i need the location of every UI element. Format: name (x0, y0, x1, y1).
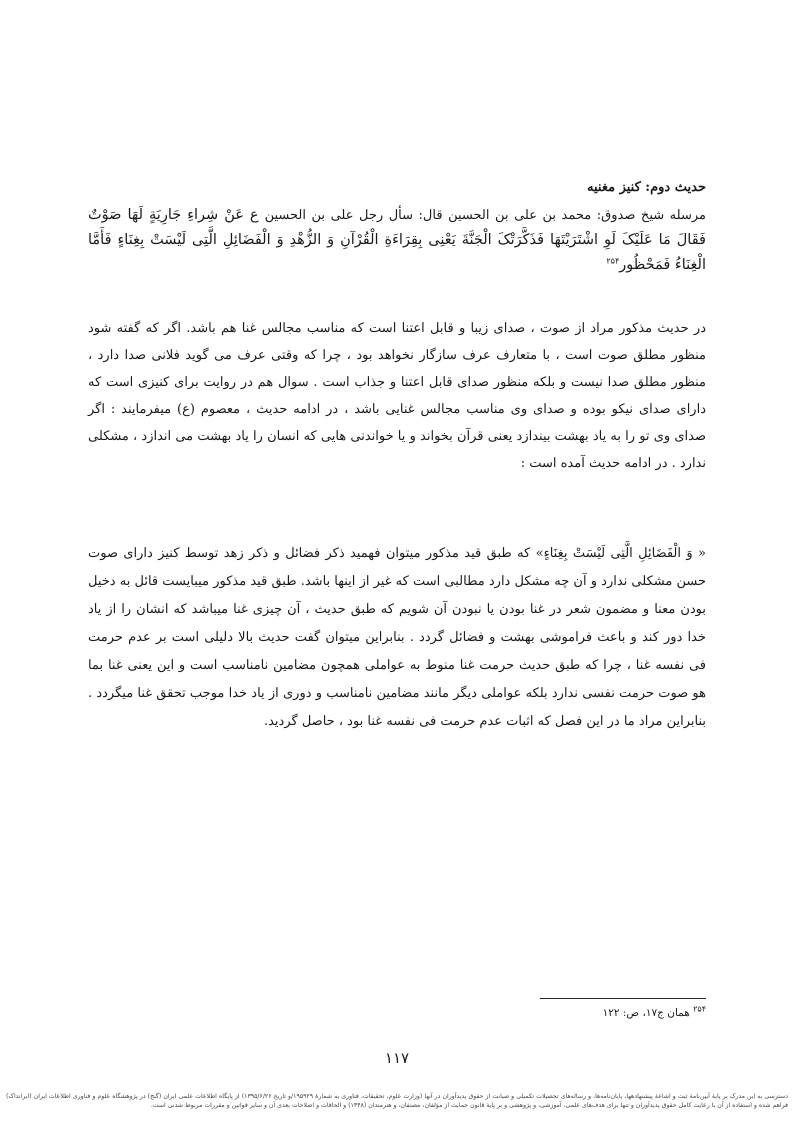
hadith-paragraph (88, 203, 706, 278)
hadith-intro: مرسله شیخ صدوق: محمد بن علی بن الحسین قال: سأل رجل علی بن الحسین (264, 208, 706, 223)
body-paragraph-1: در حدیث مذکور مراد از صوت ، صدای زیبا و قابل اعتنا است که مناسب مجالس غنا هم باشد. اگر که گفته شود منظور مطلق صوت است ، با متعارف عرف سازگار نخواهد بود ، چرا که وقتی عرف می گوید فلانی صدا دارد ، منظور مطلق صدا نیست و بلکه منظور صدای قابل اعتنا و جذاب است . سوال هم در روایت برای کنیزی است که دارای صدای نیکو بوده و صدای وی مناسب مجالس غنایی باشد ، در ادامه حدیث ، معصوم (ع) میفرمایند : اگر صدای وی تو را به یاد بهشت بیندازد یعنی قرآن بخواند و یا خواندنی هایی که انسان را یاد بهشت می اندازد ، مشکلی ندارد . در ادامه حدیث آمده است : (88, 321, 706, 471)
quoted-phrase: « وَ الْفَضَائِلِ الَّتِی لَیْسَتْ بِغِنَاءٍ» (535, 546, 706, 561)
paragraph-2-text: که طبق قید مذکور میتوان فهمید ذکر فضائل و ذکر زهد توسط کنیز دارای صوت حسن مشکلی ندارد و آن چه مشکل دارد مطالبی است که غیر از اینها باشد. طبق قید مذکور میبایست قائل به دخیل بودن معنا و مضمون شعر در غنا بودن یا نبودن آن شویم که طبق حدیث ، آن چیزی غنا میباشد که انشان را از یاد خدا دور کند و باعث فراموشی بهشت و فضائل گردد . بنابراین میتوان گفت حدیث بالا دلیلی است بر عدم حرمت فی نفسه غنا ، چرا که طبق حدیث حرمت غنا منوط به عواملی همچون مضامین نامناسب است و این یعنی غنا بما هو صوت حرمت نفسی ندارد بلکه عواملی دیگر مانند مضامین نامناسب و دوری از یاد خدا موجب تحقق غنا میگردد . بنابراین مراد ما در این فصل که اثبات عدم حرمت فی نفسه غنا بود ، حاصل گردید. (88, 546, 706, 729)
footnote-text: همان ج۱۷، ص: ۱۲۲ (602, 1007, 694, 1019)
page-number: ۱۱۷ (384, 1049, 410, 1067)
footnote-reference: ۲۵۴ (606, 256, 620, 266)
footnote-divider (540, 998, 706, 999)
footnote-number: ۲۵۴ (693, 1004, 706, 1014)
body-paragraph-2 (88, 540, 706, 736)
hadith-arabic-text: ع عَنْ شِراءِ جَارِیَةٍ لَهَا صَوْتٌ فَقَالَ مَا عَلَیْکَ لَوِ اشْتَرَیْتَهَا فَذَکَّرَتْکَ الْجَنَّةَ یَعْنِی بِقِرَاءَةِ الْقُرْآنِ وَ الزُّهْدِ وَ الْفَضَائِلِ الَّتِی لَیْسَتْ بِغِنَاءٍ فَأَمَّا الْغِنَاءُ فَمَحْظُور (88, 207, 706, 273)
copyright-disclaimer: دسترسی به این مدرک بر پایهٔ آیین‌نامهٔ ثبت و اشاعهٔ پیشنهادهها، پایان‌نامه‌ها، و رساله‌های تحصیلات تکمیلی و صیانت از حقوق پدیدآوران در آنها (وزارت علوم، تحقیقات، فناوری به شمارهٔ ۱۹۵۹۲۹/و تاریخ ۱۳۹۵/۶/۲۶) از پایگاه اطلاعات علمی ایران (گنج) در پژوهشگاه علوم و فناوری اطلاعات ایران (ایرانداک) فراهم شده و استفاده از آن با رعایت کامل حقوق پدیدآوران و تنها برای هدف‌های علمی، آموزشی، و پژوهشی و بر پایهٔ قانون حمایت از مؤلفان، مصنفان، و هنرمندان (۱۳۴۸) و الحاقات و اصلاحات بعدی آن و سایر قوانین و مقررات مربوط شدنی است. (6, 1093, 788, 1109)
section-heading: حدیث دوم: کنیز مغنیه (587, 180, 706, 195)
footnote (406, 1005, 706, 1021)
